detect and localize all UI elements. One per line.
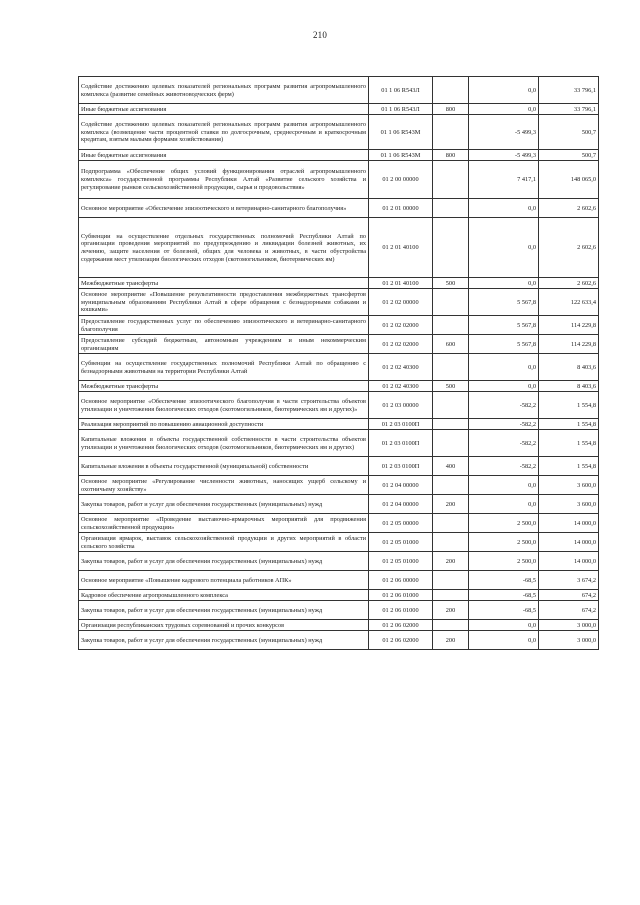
row-expense-type-cell xyxy=(433,476,469,495)
row-total-amount-cell: 114 229,8 xyxy=(539,316,599,335)
row-code-cell: 01 2 04 00000 xyxy=(369,495,433,514)
row-expense-type-cell xyxy=(433,620,469,631)
row-name-cell: Закупка товаров, работ и услуг для обеспечения государственных (муниципальных) нужд xyxy=(79,631,369,650)
row-name-cell: Межбюджетные трансферты xyxy=(79,381,369,392)
row-change-amount-cell: -582,2 xyxy=(469,430,539,457)
row-expense-type-cell xyxy=(433,77,469,104)
row-name-cell: Реализация мероприятий по повышению авиационной доступности xyxy=(79,419,369,430)
row-code-cell: 01 1 06 R543Л xyxy=(369,104,433,115)
row-code-cell: 01 1 06 R543М xyxy=(369,115,433,150)
row-code-cell: 01 2 05 01000 xyxy=(369,533,433,552)
row-total-amount-cell: 33 796,1 xyxy=(539,104,599,115)
row-change-amount-cell: -68,5 xyxy=(469,590,539,601)
row-name-cell: Основное мероприятие «Обеспечение эпизоотического благополучия в части строительства объектов утилизации и уничтожения биологических отходов (скотомогильников, биотермических ям и других)» xyxy=(79,392,369,419)
row-name-cell: Межбюджетные трансферты xyxy=(79,278,369,289)
row-expense-type-cell: 500 xyxy=(433,381,469,392)
budget-table-body xyxy=(79,77,599,650)
budget-table xyxy=(78,76,599,650)
row-change-amount-cell: 2 500,0 xyxy=(469,514,539,533)
row-expense-type-cell: 500 xyxy=(433,278,469,289)
row-total-amount-cell: 2 602,6 xyxy=(539,278,599,289)
row-change-amount-cell: 0,0 xyxy=(469,631,539,650)
row-code-cell: 01 2 06 02000 xyxy=(369,620,433,631)
row-expense-type-cell xyxy=(433,419,469,430)
row-name-cell: Субвенции на осуществление отдельных государственных полномочий Республики Алтай по организации проведения мероприятий по предупреждению и ликвидации болезней животных, их лечению, защите населения от болезней, общих для человека и животных, в части обустройства содержания мест утилизации биологических отходов (скотомогильников, биотермических ям) xyxy=(79,218,369,278)
row-name-cell: Подпрограмма «Обеспечение общих условий функционирования отраслей агропромышленного комплекса» государственной программы Республики Алтай «Развитие сельского хозяйства и регулирование рынков сельскохозяйственной продукции, сырья и продовольствия» xyxy=(79,161,369,199)
table-row xyxy=(79,590,599,601)
row-expense-type-cell xyxy=(433,392,469,419)
row-expense-type-cell xyxy=(433,218,469,278)
row-total-amount-cell: 114 229,8 xyxy=(539,335,599,354)
table-row xyxy=(79,278,599,289)
row-name-cell: Закупка товаров, работ и услуг для обеспечения государственных (муниципальных) нужд xyxy=(79,601,369,620)
row-code-cell: 01 2 06 02000 xyxy=(369,631,433,650)
table-row xyxy=(79,430,599,457)
row-code-cell: 01 2 03 0100П xyxy=(369,430,433,457)
row-total-amount-cell: 3 000,0 xyxy=(539,620,599,631)
row-code-cell: 01 2 03 0100П xyxy=(369,457,433,476)
table-row xyxy=(79,354,599,381)
row-name-cell: Содействие достижению целевых показателей региональных программ развития агропромышленного комплекса (возмещение части процентной ставки по долгосрочным, среднесрочным и краткосрочным кредитам, взятым малыми формами хозяйствования) xyxy=(79,115,369,150)
row-code-cell: 01 2 02 40300 xyxy=(369,381,433,392)
table-row xyxy=(79,457,599,476)
table-row xyxy=(79,495,599,514)
row-change-amount-cell: -68,5 xyxy=(469,571,539,590)
row-change-amount-cell: 0,0 xyxy=(469,199,539,218)
row-total-amount-cell: 3 600,0 xyxy=(539,476,599,495)
table-row xyxy=(79,419,599,430)
row-change-amount-cell: -5 499,3 xyxy=(469,150,539,161)
row-code-cell: 01 2 00 00000 xyxy=(369,161,433,199)
row-expense-type-cell xyxy=(433,571,469,590)
table-row xyxy=(79,150,599,161)
table-row xyxy=(79,631,599,650)
row-name-cell: Субвенции на осуществление государственных полномочий Республики Алтай по обращению с безнадзорными животными на территории Республики Алтай xyxy=(79,354,369,381)
table-row xyxy=(79,571,599,590)
row-expense-type-cell xyxy=(433,199,469,218)
row-expense-type-cell xyxy=(433,354,469,381)
row-code-cell: 01 2 01 40100 xyxy=(369,278,433,289)
row-expense-type-cell: 800 xyxy=(433,150,469,161)
row-code-cell: 01 1 06 R543Л xyxy=(369,77,433,104)
row-total-amount-cell: 122 633,4 xyxy=(539,289,599,316)
table-row xyxy=(79,316,599,335)
row-code-cell: 01 2 02 02000 xyxy=(369,316,433,335)
table-row xyxy=(79,77,599,104)
row-total-amount-cell: 500,7 xyxy=(539,150,599,161)
row-total-amount-cell: 1 554,8 xyxy=(539,392,599,419)
row-total-amount-cell: 3 600,0 xyxy=(539,495,599,514)
row-name-cell: Закупка товаров, работ и услуг для обеспечения государственных (муниципальных) нужд xyxy=(79,552,369,571)
row-total-amount-cell: 8 403,6 xyxy=(539,381,599,392)
table-row xyxy=(79,476,599,495)
row-name-cell: Основное мероприятие «Повышение кадрового потенциала работников АПК» xyxy=(79,571,369,590)
row-expense-type-cell xyxy=(433,115,469,150)
table-row xyxy=(79,335,599,354)
row-total-amount-cell: 674,2 xyxy=(539,601,599,620)
row-code-cell: 01 2 05 00000 xyxy=(369,514,433,533)
row-expense-type-cell: 200 xyxy=(433,631,469,650)
page-number: 210 xyxy=(312,30,328,40)
row-name-cell: Капитальные вложения в объекты государственной собственности в части строительства объектов утилизации и уничтожения биологических отходов (скотомогильников, биотермических ям и других) xyxy=(79,430,369,457)
table-row xyxy=(79,381,599,392)
row-name-cell: Основное мероприятие «Проведение выставочно-ярмарочных мероприятий для продвижения сельскохозяйственной продукции» xyxy=(79,514,369,533)
row-code-cell: 01 1 06 R543М xyxy=(369,150,433,161)
row-expense-type-cell xyxy=(433,316,469,335)
row-expense-type-cell: 200 xyxy=(433,601,469,620)
row-change-amount-cell: 5 567,8 xyxy=(469,316,539,335)
row-change-amount-cell: -582,2 xyxy=(469,419,539,430)
row-total-amount-cell: 674,2 xyxy=(539,590,599,601)
row-change-amount-cell: 7 417,1 xyxy=(469,161,539,199)
row-total-amount-cell: 33 796,1 xyxy=(539,77,599,104)
row-expense-type-cell xyxy=(433,590,469,601)
table-row xyxy=(79,104,599,115)
row-total-amount-cell: 1 554,8 xyxy=(539,430,599,457)
row-code-cell: 01 2 01 40100 xyxy=(369,218,433,278)
row-change-amount-cell: 0,0 xyxy=(469,278,539,289)
row-total-amount-cell: 14 000,0 xyxy=(539,552,599,571)
row-name-cell: Основное мероприятие «Регулирование численности животных, наносящих ущерб сельскому и охотничьему хозяйству» xyxy=(79,476,369,495)
table-row xyxy=(79,552,599,571)
row-expense-type-cell xyxy=(433,514,469,533)
row-total-amount-cell: 2 602,6 xyxy=(539,199,599,218)
row-name-cell: Закупка товаров, работ и услуг для обеспечения государственных (муниципальных) нужд xyxy=(79,495,369,514)
row-name-cell: Кадровое обеспечение агропромышленного комплекса xyxy=(79,590,369,601)
row-code-cell: 01 2 01 00000 xyxy=(369,199,433,218)
row-change-amount-cell: 0,0 xyxy=(469,77,539,104)
row-name-cell: Основное мероприятие «Обеспечение эпизоотического и ветеринарно-санитарного благополучия» xyxy=(79,199,369,218)
table-row xyxy=(79,161,599,199)
row-change-amount-cell: -582,2 xyxy=(469,457,539,476)
row-change-amount-cell: -68,5 xyxy=(469,601,539,620)
table-row xyxy=(79,514,599,533)
row-name-cell: Иные бюджетные ассигнования xyxy=(79,104,369,115)
row-total-amount-cell: 1 554,8 xyxy=(539,419,599,430)
row-change-amount-cell: 5 567,8 xyxy=(469,289,539,316)
row-change-amount-cell: 2 500,0 xyxy=(469,533,539,552)
table-row xyxy=(79,199,599,218)
row-name-cell: Основное мероприятие «Повышение результативности предоставления межбюджетных трансфертов муниципальным образованиям Республики Алтай в сфере обращения с безнадзорными собаками и кошками» xyxy=(79,289,369,316)
row-change-amount-cell: 0,0 xyxy=(469,381,539,392)
row-change-amount-cell: 5 567,8 xyxy=(469,335,539,354)
row-code-cell: 01 2 03 0100П xyxy=(369,419,433,430)
table-row xyxy=(79,289,599,316)
row-total-amount-cell: 8 403,6 xyxy=(539,354,599,381)
row-total-amount-cell: 3 674,2 xyxy=(539,571,599,590)
row-code-cell: 01 2 05 01000 xyxy=(369,552,433,571)
row-change-amount-cell: -582,2 xyxy=(469,392,539,419)
row-name-cell: Организация ярмарок, выставок сельскохозяйственной продукции и других мероприятий в области сельского хозяйства xyxy=(79,533,369,552)
row-total-amount-cell: 1 554,8 xyxy=(539,457,599,476)
table-row xyxy=(79,533,599,552)
row-expense-type-cell: 600 xyxy=(433,335,469,354)
row-name-cell: Капитальные вложения в объекты государственной (муниципальной) собственности xyxy=(79,457,369,476)
row-total-amount-cell: 14 000,0 xyxy=(539,514,599,533)
row-total-amount-cell: 14 000,0 xyxy=(539,533,599,552)
table-row xyxy=(79,218,599,278)
row-code-cell: 01 2 02 40300 xyxy=(369,354,433,381)
table-row xyxy=(79,115,599,150)
row-code-cell: 01 2 06 00000 xyxy=(369,571,433,590)
row-name-cell: Содействие достижению целевых показателей региональных программ развития агропромышленного комплекса (развитие семейных животноводческих ферм) xyxy=(79,77,369,104)
row-name-cell: Иные бюджетные ассигнования xyxy=(79,150,369,161)
table-row xyxy=(79,392,599,419)
table-row xyxy=(79,620,599,631)
row-name-cell: Предоставление государственных услуг по обеспечению эпизоотического и ветеринарно-санитарного благополучия xyxy=(79,316,369,335)
row-expense-type-cell xyxy=(433,161,469,199)
row-code-cell: 01 2 02 02000 xyxy=(369,335,433,354)
row-expense-type-cell: 800 xyxy=(433,104,469,115)
row-change-amount-cell: 0,0 xyxy=(469,354,539,381)
row-expense-type-cell: 200 xyxy=(433,552,469,571)
row-total-amount-cell: 500,7 xyxy=(539,115,599,150)
table-row xyxy=(79,601,599,620)
row-expense-type-cell xyxy=(433,430,469,457)
row-change-amount-cell: 0,0 xyxy=(469,620,539,631)
row-code-cell: 01 2 06 01000 xyxy=(369,601,433,620)
row-change-amount-cell: 0,0 xyxy=(469,495,539,514)
row-expense-type-cell: 200 xyxy=(433,495,469,514)
row-expense-type-cell xyxy=(433,533,469,552)
row-change-amount-cell: 0,0 xyxy=(469,218,539,278)
row-expense-type-cell: 400 xyxy=(433,457,469,476)
row-code-cell: 01 2 03 00000 xyxy=(369,392,433,419)
row-total-amount-cell: 148 065,0 xyxy=(539,161,599,199)
row-name-cell: Организация республиканских трудовых соревнований и прочих конкурсов xyxy=(79,620,369,631)
row-code-cell: 01 2 04 00000 xyxy=(369,476,433,495)
row-total-amount-cell: 3 000,0 xyxy=(539,631,599,650)
row-code-cell: 01 2 06 01000 xyxy=(369,590,433,601)
row-code-cell: 01 2 02 00000 xyxy=(369,289,433,316)
row-total-amount-cell: 2 602,6 xyxy=(539,218,599,278)
row-change-amount-cell: 0,0 xyxy=(469,476,539,495)
row-change-amount-cell: -5 499,3 xyxy=(469,115,539,150)
row-expense-type-cell xyxy=(433,289,469,316)
row-change-amount-cell: 0,0 xyxy=(469,104,539,115)
row-name-cell: Предоставление субсидий бюджетным, автономным учреждениям и иным некоммерческим организациям xyxy=(79,335,369,354)
row-change-amount-cell: 2 500,0 xyxy=(469,552,539,571)
